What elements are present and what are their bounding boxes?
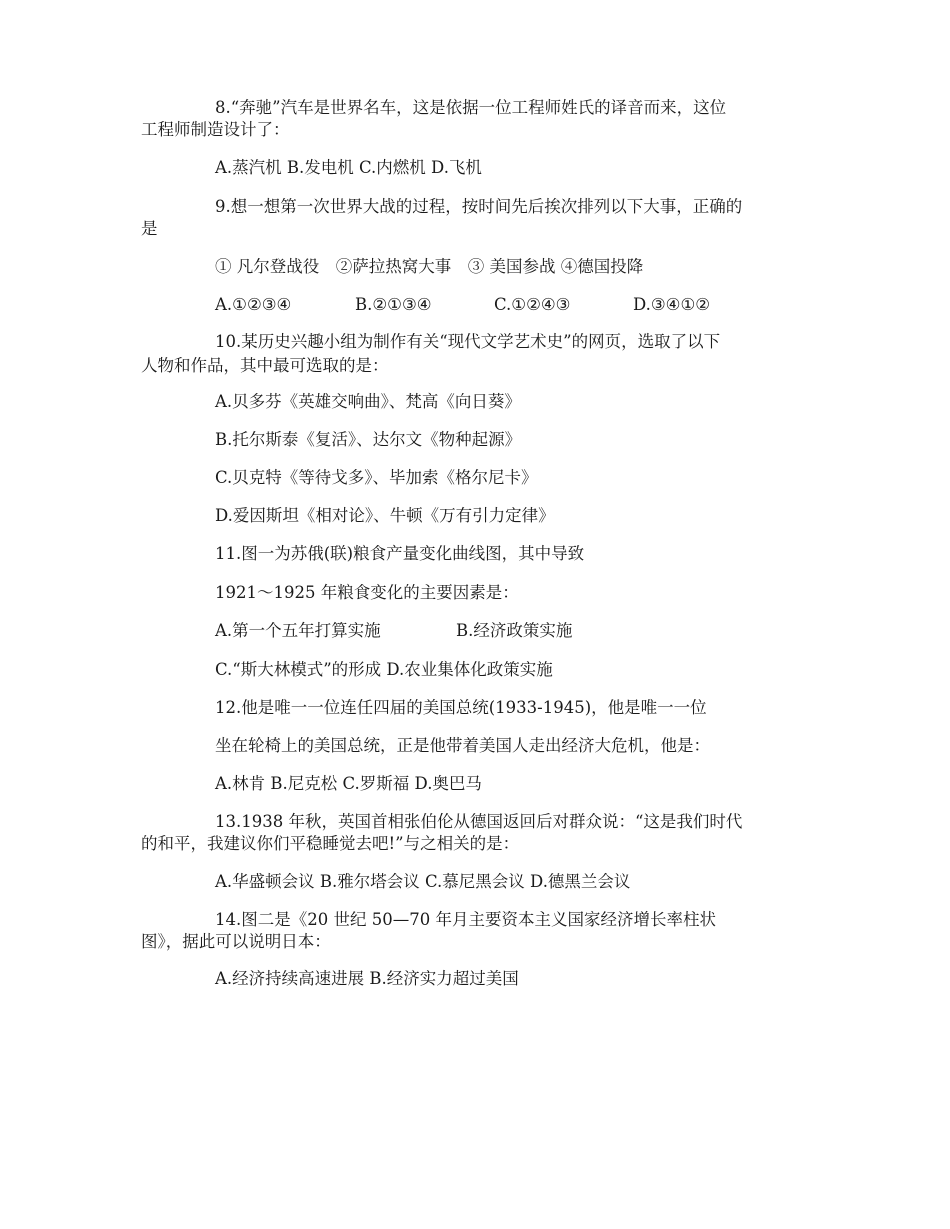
- q11-option-b: B.经济政策实施: [456, 621, 573, 640]
- q9-events: ① 凡尔登战役 ②萨拉热窝大事 ③ 美国参战 ④德国投降: [215, 257, 644, 276]
- q8-stem-line1: 8.“奔驰”汽车是世界名车，这是依据一位工程师姓氏的译音而来，这位: [215, 98, 727, 117]
- q10-option-b: B.托尔斯泰《复活》、达尔文《物种起源》: [215, 430, 522, 449]
- q9-option-b: B.②①③④: [355, 295, 432, 314]
- q8-options: A.蒸汽机 B.发电机 C.内燃机 D.飞机: [215, 158, 482, 177]
- q11-stem-line1: 11.图一为苏俄(联)粮食产量变化曲线图，其中导致: [215, 544, 585, 563]
- q8-stem-line2: 工程师制造设计了：: [141, 120, 290, 139]
- q9-option-d: D.③④①②: [633, 295, 711, 314]
- q9-option-a: A.①②③④: [215, 295, 292, 314]
- q13-stem-line2: 的和平，我建议你们平稳睡觉去吧!”与之相关的是：: [141, 834, 520, 853]
- q10-option-a: A.贝多芬《英雄交响曲》、梵高《向日葵》: [215, 392, 521, 411]
- q11-option-a: A.第一个五年打算实施: [215, 621, 381, 640]
- q9-stem-line2: 是: [141, 219, 158, 238]
- q9-option-c: C.①②④③: [494, 295, 571, 314]
- q14-stem-line1: 14.图二是《20 世纪 50—70 年月主要资本主义国家经济增长率柱状: [215, 910, 716, 929]
- q9-stem-line1: 9.想一想第一次世界大战的过程，按时间先后挨次排列以下大事，正确的: [215, 197, 743, 216]
- q10-option-c: C.贝克特《等待戈多》、毕加索《格尔尼卡》: [215, 468, 538, 487]
- q12-stem-line1: 12.他是唯一一位连任四届的美国总统(1933-1945)，他是唯一一位: [215, 698, 707, 717]
- q12-stem-line2: 坐在轮椅上的美国总统，正是他带着美国人走出经济大危机，他是：: [215, 736, 710, 755]
- q13-options: A.华盛顿会议 B.雅尔塔会议 C.慕尼黑会议 D.德黑兰会议: [215, 872, 631, 891]
- q13-stem-line1: 13.1938 年秋，英国首相张伯伦从德国返回后对群众说：“这是我们时代: [215, 812, 743, 831]
- q14-stem-line2: 图》，据此可以说明日本：: [141, 932, 331, 951]
- q11-stem-line2: 1921～1925 年粮食变化的主要因素是：: [215, 583, 519, 602]
- q11-options-cd: C.“斯大林模式”的形成 D.农业集体化政策实施: [215, 660, 553, 679]
- q14-options: A.经济持续高速进展 B.经济实力超过美国: [215, 969, 519, 988]
- q10-option-d: D.爱因斯坦《相对论》、牛顿《万有引力定律》: [215, 506, 555, 525]
- q10-stem-line1: 10.某历史兴趣小组为制作有关“现代文学艺术史”的网页，选取了以下: [215, 332, 721, 351]
- q12-options: A.林肯 B.尼克松 C.罗斯福 D.奥巴马: [215, 774, 482, 793]
- q10-stem-line2: 人物和作品，其中最可选取的是：: [141, 356, 389, 375]
